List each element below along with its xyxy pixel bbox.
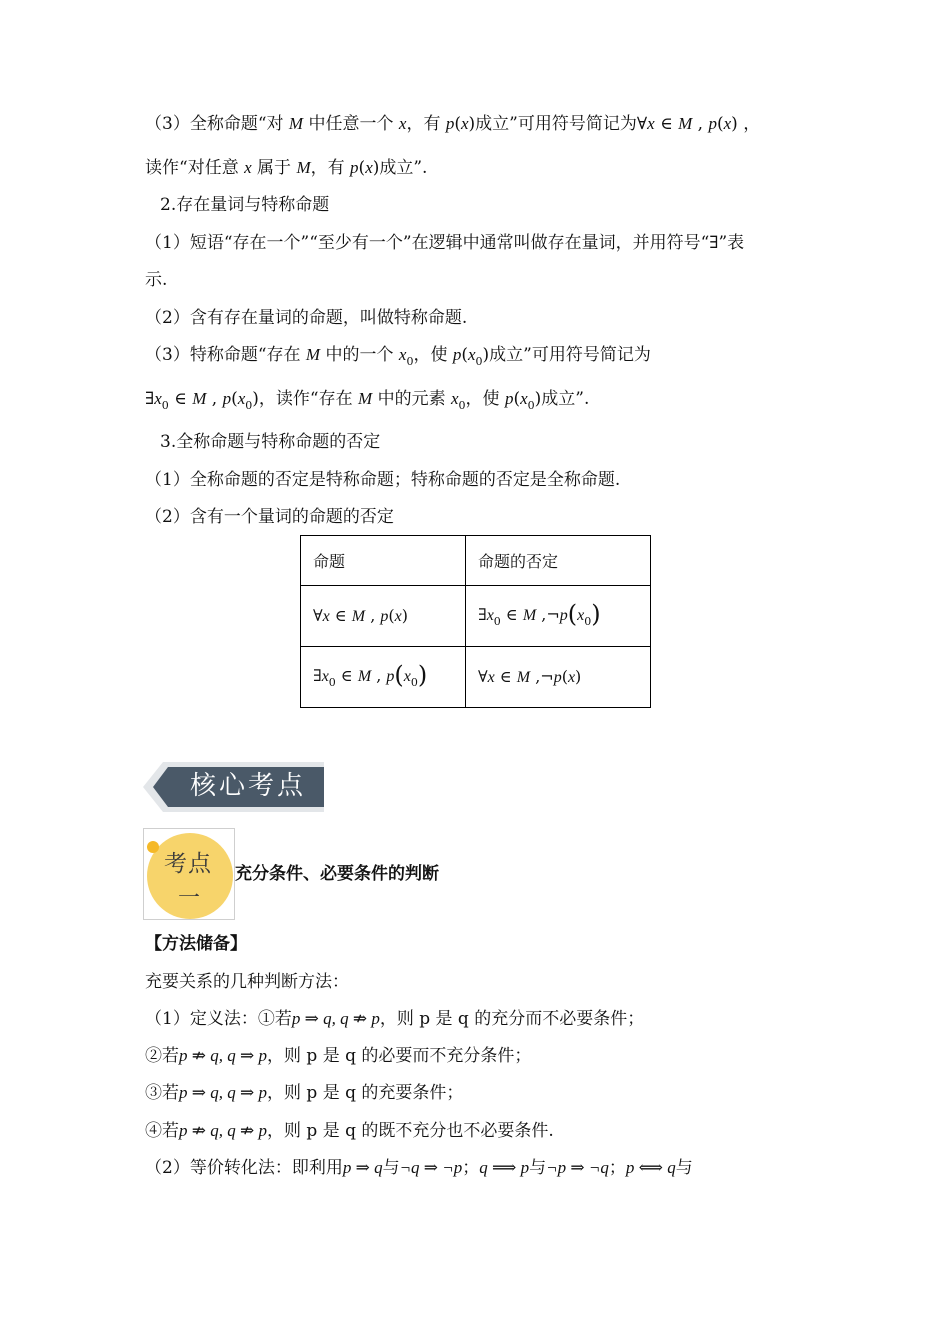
key-point-title: 充分条件、必要条件的判断 <box>235 864 439 884</box>
method-definition-3: ③若p ⇒ q, q ⇒ p，则 p 是 q 的充要条件； <box>145 1083 464 1103</box>
table-cell-existential: $\exists x_0$ ∈ M , $p(x_0)$ <box>301 647 466 708</box>
existential-reading-line: $\exists x_0$ ∈ M , $p(x_0)$，读作“存在 M 中的元素 $x_0$，使 $p(x_0)$成立”. <box>145 389 590 412</box>
badge-dot <box>147 841 159 853</box>
table-row <box>301 586 651 647</box>
section-banner-title: 核心考点 <box>190 771 307 801</box>
method-heading: 【方法储备】 <box>145 934 247 954</box>
negation-table-caption: （2）含有一个量词的命题的否定 <box>145 507 394 527</box>
method-definition-4: ④若p ⇏ q, q ⇏ p，则 p 是 q 的既不充分也不必要条件. <box>145 1121 554 1141</box>
existential-notation-line: （3）特称命题“存在 M 中的一个 $x_0$，使 $p(x_0)$成立”可用符号简记为 <box>145 345 651 368</box>
table-row <box>301 647 651 708</box>
universal-proposition-line: （3）全称命题“对 M 中任意一个 x，有 p(x)成立”可用符号简记为∀x ∈ M , p(x) ， <box>145 114 761 134</box>
method-equivalence: （2）等价转化法：即利用p ⇒ q与¬q ⇒ ¬p；q ⟹ p与¬p ⇒ ¬q；p ⟺ q与 <box>145 1158 693 1178</box>
method-definition-1: （1）定义法：①若p ⇒ q, q ⇏ p，则 p 是 q 的充分而不必要条件； <box>145 1009 645 1029</box>
heading-existential: 2.存在量词与特称命题 <box>160 195 330 215</box>
table-header-row <box>301 536 651 586</box>
negation-rule-line: （1）全称命题的否定是特称命题；特称命题的否定是全称命题. <box>145 470 621 490</box>
key-point-badge <box>143 828 235 920</box>
badge-number: 一 <box>178 886 201 911</box>
table-cell-universal-negation: $\exists x_0$ ∈ M $,\neg p(x_0)$ <box>466 586 651 647</box>
badge-label: 考点 <box>164 851 212 877</box>
table-header-proposition: 命题 <box>301 536 466 586</box>
universal-reading-line: 读作“对任意 x 属于 M，有 p(x)成立”. <box>145 158 428 178</box>
table-header-negation: 命题的否定 <box>466 536 651 586</box>
table-cell-universal: ∀x ∈ M , p(x) <box>301 586 466 647</box>
existential-proposition-def: （2）含有存在量词的命题，叫做特称命题. <box>145 308 468 328</box>
existential-quantifier-line: （1）短语“存在一个”“至少有一个”在逻辑中通常叫做存在量词，并用符号“∃”表 <box>145 233 745 253</box>
method-definition-2: ②若p ⇏ q, q ⇒ p，则 p 是 q 的必要而不充分条件； <box>145 1046 532 1066</box>
method-intro: 充要关系的几种判断方法： <box>145 972 349 992</box>
heading-negation: 3.全称命题与特称命题的否定 <box>160 432 381 452</box>
existential-quantifier-line-cont: 示. <box>145 270 168 290</box>
table-cell-existential-negation: ∀x ∈ M ,¬p(x) <box>466 647 651 708</box>
negation-table <box>300 535 651 708</box>
